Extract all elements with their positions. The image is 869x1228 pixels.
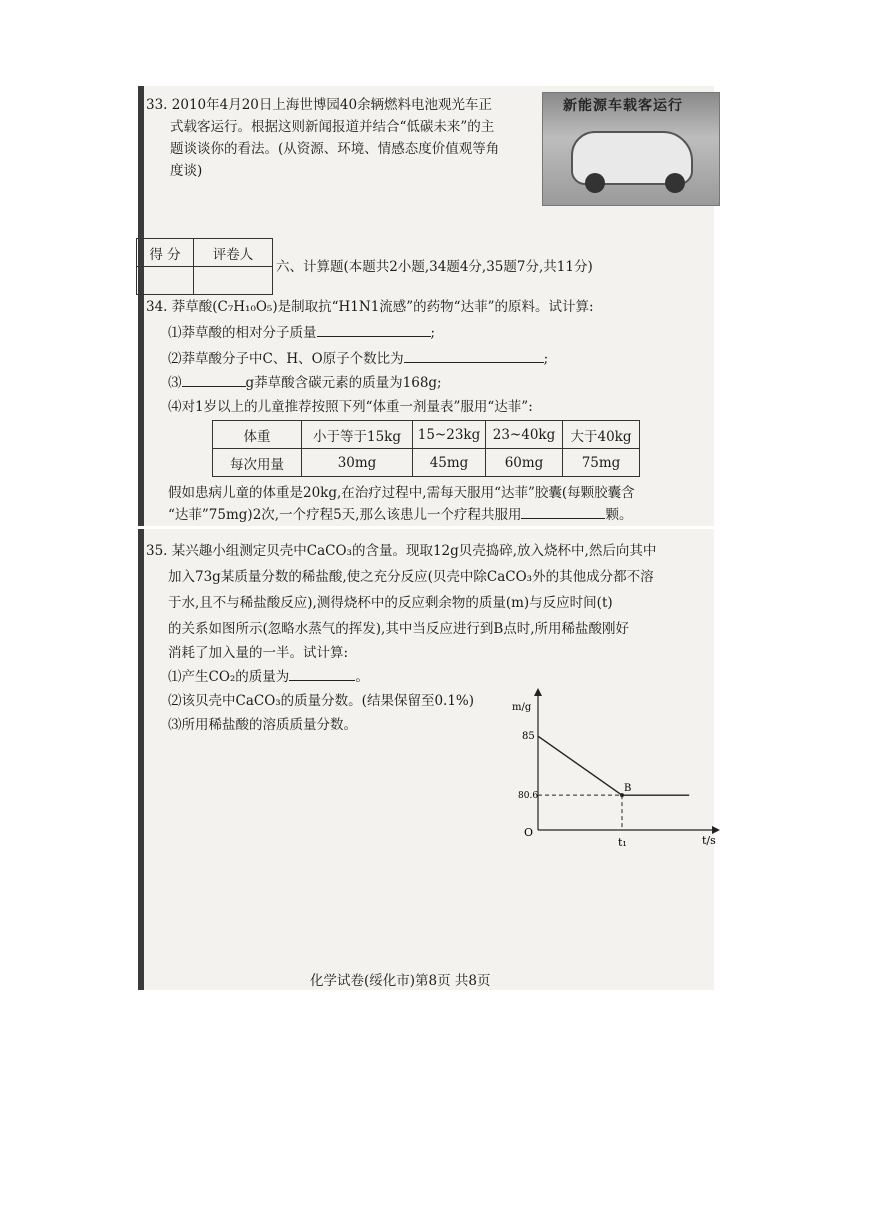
- q34-tail-1: 假如患病儿童的体重是20kg,在治疗过程中,需每天服用“达菲”胶囊(每颗胶囊含: [168, 485, 635, 501]
- mass-time-chart: [508, 686, 722, 850]
- x-axis-label: t/s: [702, 834, 716, 847]
- y-axis-arrow: [534, 688, 542, 696]
- origin-label: O: [524, 826, 534, 839]
- q33-line-4: 度谈): [170, 163, 203, 179]
- dose-table-row: [213, 449, 640, 477]
- dose-header: 大于40kg: [563, 421, 640, 449]
- dose-cell: 每次用量: [213, 449, 302, 477]
- point-b: [620, 793, 624, 797]
- dose-cell: 30mg: [302, 449, 413, 477]
- q34-tail-2: “达菲”75mg)2次,一个疗程5天,那么该患儿一个疗程共服用 颗。: [168, 504, 632, 526]
- q35-line-2: 加入73g某质量分数的稀盐酸,使之充分反应(贝壳中除CaCO₃外的其他成分都不溶: [168, 569, 654, 585]
- q35-part-1: ⑴产生CO₂的质量为 。: [168, 666, 369, 688]
- dose-header: 体重: [213, 421, 302, 449]
- dose-cell: 60mg: [486, 449, 563, 477]
- series-line-segment: [538, 736, 622, 795]
- fuel-cell-cart-photo: [542, 92, 720, 206]
- answer-blank[interactable]: [521, 504, 605, 519]
- scanned-page: [138, 86, 714, 990]
- dose-header: 小于等于15kg: [302, 421, 413, 449]
- q35-line-3: 于水,且不与稀盐酸反应),测得烧杯中的反应剩余物的质量(m)与反应时间(t): [168, 595, 613, 611]
- score-label: 得 分: [137, 239, 194, 267]
- q35-line-1: 35. 某兴趣小组测定贝壳中CaCO₃的含量。现取12g贝壳捣碎,放入烧杯中,然后向其中: [146, 543, 657, 559]
- section-6-title: 六、计算题(本题共2小题,34题4分,35题7分,共11分): [276, 259, 593, 275]
- q34-part-2: ⑵莽草酸分子中C、H、O原子个数比为 ;: [168, 348, 548, 370]
- q35-line-4: 的关系如图所示(忽略水蒸气的挥发),其中当反应进行到B点时,所用稀盐酸刚好: [168, 621, 630, 637]
- dose-table-header-row: [213, 421, 640, 449]
- answer-blank[interactable]: [317, 322, 431, 337]
- q34-part-4: ⑷对1岁以上的儿童推荐按照下列“体重一剂量表”服用“达菲”:: [168, 399, 533, 415]
- answer-blank[interactable]: [404, 348, 544, 363]
- answer-blank[interactable]: [289, 666, 355, 681]
- answer-blank[interactable]: [182, 372, 246, 387]
- q35-line-5: 消耗了加入量的一半。试计算:: [168, 645, 349, 661]
- dose-table: [212, 420, 640, 477]
- y-tick-label: 85: [522, 731, 535, 743]
- cart-wheel: [665, 173, 685, 193]
- q34-intro: 34. 莽草酸(C₇H₁₀O₅)是制取抗“H1N1流感”的药物“达菲”的原料。试计算:: [146, 299, 594, 315]
- q33-line-1: 33. 2010年4月20日上海世博园40余辆燃料电池观光车正: [146, 97, 493, 113]
- photo-caption: 新能源车载客运行: [563, 98, 683, 114]
- point-b-label: B: [624, 783, 632, 795]
- x-tick-label: t₁: [618, 836, 627, 849]
- grader-label: 评卷人: [194, 239, 273, 267]
- cart-wheel: [585, 173, 605, 193]
- score-table: [136, 238, 273, 295]
- q35-part-2: ⑵该贝壳中CaCO₃的质量分数。(结果保留至0.1%): [168, 693, 475, 709]
- dose-header: 15~23kg: [413, 421, 486, 449]
- y-axis-label: m/g: [512, 702, 532, 713]
- q33-line-3: 题谈谈你的看法。(从资源、环境、情感态度价值观等角: [170, 141, 500, 157]
- page-splice-divider: [138, 526, 714, 529]
- dose-cell: 45mg: [413, 449, 486, 477]
- plot-area: [538, 736, 689, 830]
- x-axis-arrow: [712, 826, 720, 834]
- q33-line-2: 式载客运行。根据这则新闻报道并结合“低碳未来”的主: [170, 119, 495, 135]
- y-tick-label: 80.6: [518, 791, 539, 802]
- q35-part-3: ⑶所用稀盐酸的溶质质量分数。: [168, 717, 357, 733]
- grader-cell[interactable]: [194, 267, 273, 295]
- q34-part-3: ⑶ g莽草酸含碳元素的质量为168g;: [168, 372, 442, 394]
- dose-header: 23~40kg: [486, 421, 563, 449]
- q34-part-1: ⑴莽草酸的相对分子质量 ;: [168, 322, 435, 344]
- score-cell[interactable]: [137, 267, 194, 295]
- dose-cell: 75mg: [563, 449, 640, 477]
- page-footer: 化学试卷(绥化市)第8页 共8页: [310, 973, 491, 989]
